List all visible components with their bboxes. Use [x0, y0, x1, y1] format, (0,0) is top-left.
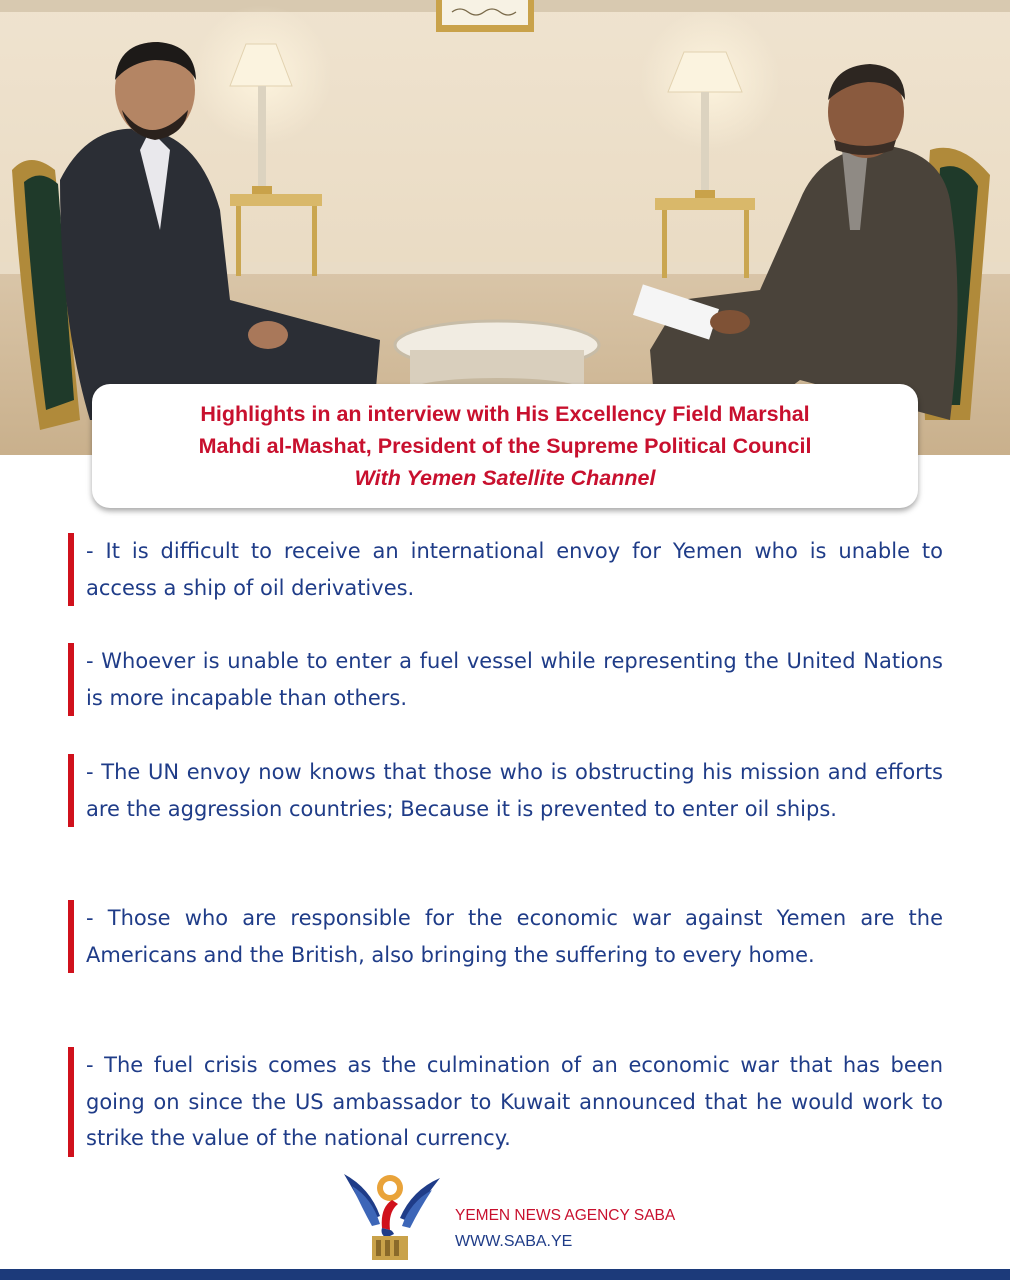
- agency-url: WWW.SABA.YE: [455, 1233, 573, 1250]
- headline-subtitle: With Yemen Satellite Channel: [354, 466, 656, 490]
- agency-name: YEMEN NEWS AGENCY SABA: [455, 1207, 676, 1224]
- highlight-item: - The fuel crisis comes as the culmination of an economic war that has been going on since the US ambassador to Kuwait announced that he would work to strike the value of the national currency.: [68, 1047, 943, 1157]
- highlight-item: - Whoever is unable to enter a fuel vessel while representing the United Nations is more incapable than others.: [68, 643, 943, 716]
- wall-frame: [436, 0, 534, 32]
- highlight-item: - Those who are responsible for the economic war against Yemen are the Americans and the British, also bringing the suffering to every home.: [68, 900, 943, 973]
- highlight-item: - The UN envoy now knows that those who is obstructing his mission and efforts are the aggression countries; Because it is prevented to enter oil ships.: [68, 754, 943, 827]
- headline-card: [92, 384, 918, 508]
- headline-line-2: Mahdi al-Mashat, President of the Supreme Political Council: [198, 434, 812, 458]
- bottom-bar: [0, 1269, 1010, 1280]
- highlight-item: - It is difficult to receive an international envoy for Yemen who is unable to access a ship of oil derivatives.: [68, 533, 943, 606]
- headline-line-1: Highlights in an interview with His Excellency Field Marshal: [200, 402, 810, 426]
- saba-logo-icon: [340, 1168, 445, 1267]
